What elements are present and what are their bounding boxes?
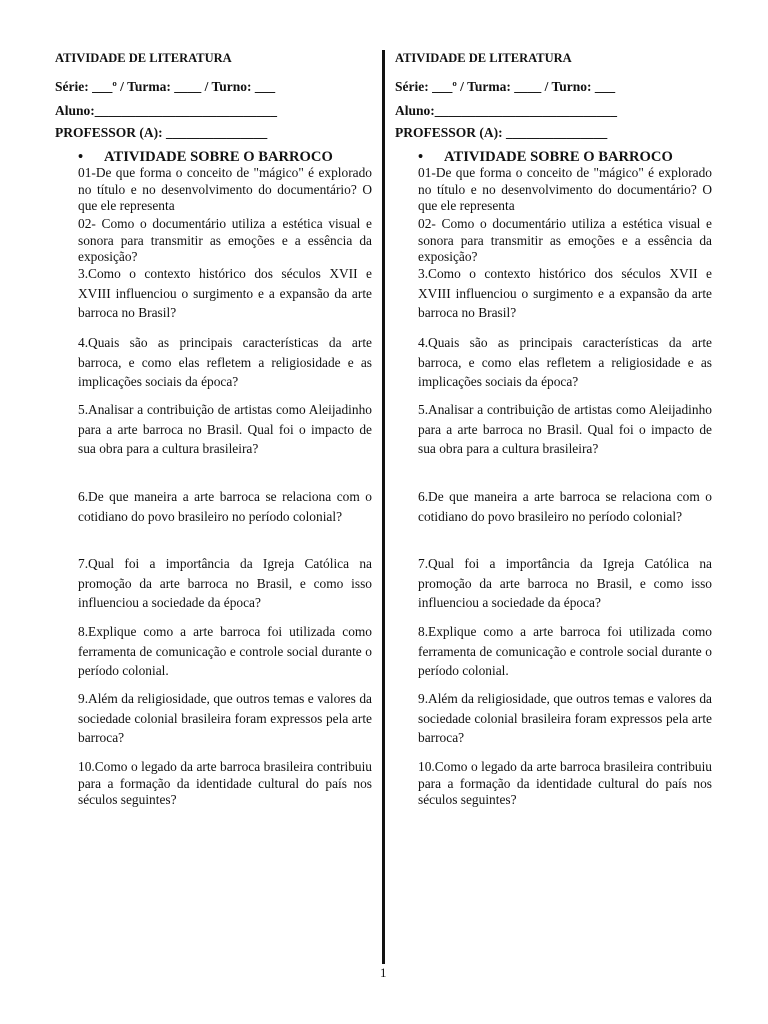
professor-line: PROFESSOR (A): _______________: [395, 125, 608, 140]
question-4: 4.Quais são as principais características da arte barroca, e como elas refletem a religiosidade e as implicações sociais da época?: [418, 335, 712, 389]
question-3: 3.Como o contexto histórico dos séculos XVII e XVIII influenciou o surgimento e a expansão da arte barroca no Brasil?: [78, 266, 372, 320]
serie-turma-turno-line: Série: ___º / Turma: ____ / Turno: ___: [395, 79, 616, 94]
professor-line: PROFESSOR (A): _______________: [55, 125, 268, 140]
question-5: 5.Analisar a contribuição de artistas como Aleijadinho para a arte barroca no Brasil. Qual foi o impacto de sua obra para a cultura brasileira?: [418, 402, 712, 456]
question-4: 4.Quais são as principais características da arte barroca, e como elas refletem a religiosidade e as implicações sociais da época?: [78, 335, 372, 389]
question-7: 7.Qual foi a importância da Igreja Católica na promoção da arte barroca no Brasil, e como isso influenciou a sociedade da época?: [78, 556, 372, 610]
header-title: ATIVIDADE DE LITERATURA: [395, 51, 572, 65]
serie-turma-turno-line: Série: ___º / Turma: ____ / Turno: ___: [55, 79, 276, 94]
question-10: 10.Como o legado da arte barroca brasileira contribuiu para a formação da identidade cultural do país nos séculos seguintes?: [418, 759, 712, 807]
question-8: 8.Explique como a arte barroca foi utilizada como ferramenta de comunicação e controle social durante o período colonial.: [78, 624, 372, 678]
question-9: 9.Além da religiosidade, que outros temas e valores da sociedade colonial brasileira foram expressos pela arte barroca?: [418, 691, 712, 745]
question-1: 01-De que forma o conceito de "mágico" é explorado no título e no desenvolvimento do documentário? O que ele representa: [78, 165, 372, 213]
bullet-icon: •: [78, 149, 84, 165]
column-divider: [382, 50, 385, 964]
page-number: 1: [380, 965, 387, 980]
question-1: 01-De que forma o conceito de "mágico" é explorado no título e no desenvolvimento do documentário? O que ele representa: [418, 165, 712, 213]
question-3: 3.Como o contexto histórico dos séculos XVII e XVIII influenciou o surgimento e a expansão da arte barroca no Brasil?: [418, 266, 712, 320]
bullet-icon: •: [418, 149, 424, 165]
activity-title: [418, 149, 718, 166]
activity-title: [78, 149, 378, 166]
question-5: 5.Analisar a contribuição de artistas como Aleijadinho para a arte barroca no Brasil. Qual foi o impacto de sua obra para a cultura brasileira?: [78, 402, 372, 456]
question-6: 6.De que maneira a arte barroca se relaciona com o cotidiano do povo brasileiro no período colonial?: [78, 489, 372, 524]
activity-title-text: ATIVIDADE SOBRE O BARROCO: [444, 149, 673, 165]
aluno-line: Aluno:___________________________: [55, 103, 278, 118]
header-title: ATIVIDADE DE LITERATURA: [55, 51, 232, 65]
question-6: 6.De que maneira a arte barroca se relaciona com o cotidiano do povo brasileiro no período colonial?: [418, 489, 712, 524]
question-7: 7.Qual foi a importância da Igreja Católica na promoção da arte barroca no Brasil, e como isso influenciou a sociedade da época?: [418, 556, 712, 610]
question-2: 02- Como o documentário utiliza a estética visual e sonora para transmitir as emoções e a essência da exposição?: [418, 216, 712, 264]
activity-title-text: ATIVIDADE SOBRE O BARROCO: [104, 149, 333, 165]
question-8: 8.Explique como a arte barroca foi utilizada como ferramenta de comunicação e controle social durante o período colonial.: [418, 624, 712, 678]
question-2: 02- Como o documentário utiliza a estética visual e sonora para transmitir as emoções e a essência da exposição?: [78, 216, 372, 264]
question-10: 10.Como o legado da arte barroca brasileira contribuiu para a formação da identidade cultural do país nos séculos seguintes?: [78, 759, 372, 807]
aluno-line: Aluno:___________________________: [395, 103, 618, 118]
question-9: 9.Além da religiosidade, que outros temas e valores da sociedade colonial brasileira foram expressos pela arte barroca?: [78, 691, 372, 745]
